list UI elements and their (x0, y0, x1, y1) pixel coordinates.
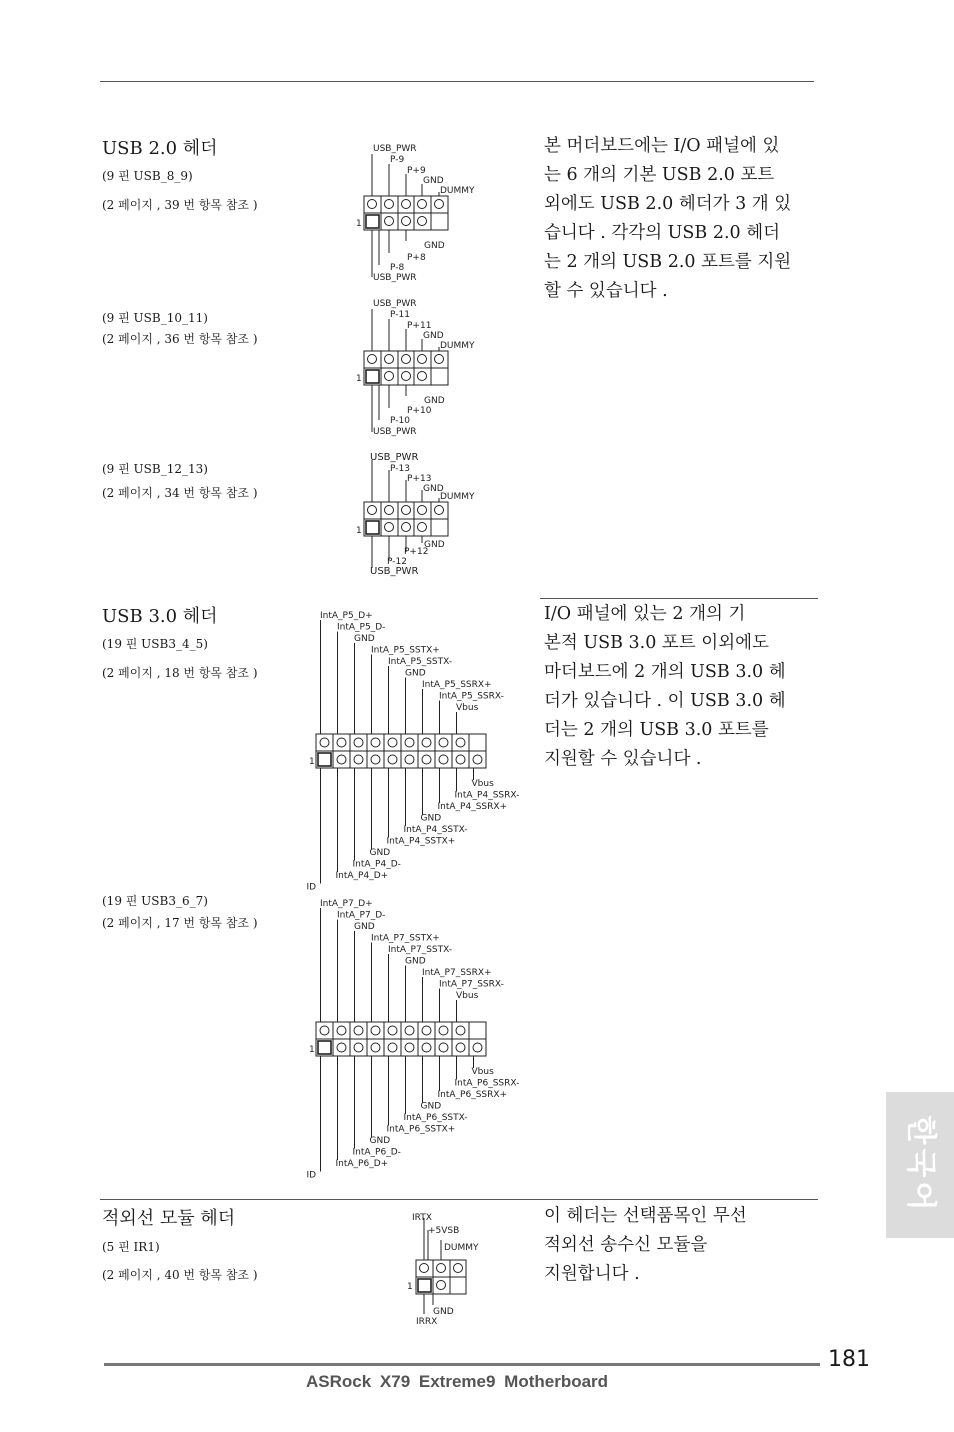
ir-header-diagram (400, 1206, 510, 1330)
usb30-bottom-label: IntA_P6_SSRX- (454, 1078, 520, 1089)
usb30-bottom-label: IntA_P6_SSTX- (403, 1113, 468, 1123)
footer-title: ASRock X79 Extreme9 Motherboard (306, 1372, 609, 1391)
ir-sub: (5 핀 IR1) (102, 1240, 160, 1254)
d2-bot-2: P-10 (390, 416, 410, 426)
usb30-bottom-label: IntA_P6_D+ (335, 1159, 389, 1169)
usb30-bottom-label: ID (306, 1170, 317, 1180)
d3-top-1: P-13 (390, 464, 410, 474)
d2-top-4: DUMMY (440, 341, 475, 351)
usb30-bottom-label: GND (420, 1101, 442, 1112)
usb20-ref1: (2 페이지 , 39 번 항목 참조 ) (102, 198, 258, 212)
d2-top-2: P+11 (407, 321, 432, 331)
d2-bot-3: USB_PWR (373, 427, 417, 437)
usb30-top-label: IntA_P5_SSRX+ (422, 680, 492, 690)
usb30-ref2: (2 페이지 , 17 번 항목 참조 ) (102, 916, 258, 930)
usb30-top-label: Vbus (456, 703, 479, 713)
d1-bot-0: GND (424, 241, 445, 251)
usb30-bottom-label: IntA_P4_SSTX+ (386, 836, 456, 847)
usb30-top-label: GND (405, 956, 426, 967)
usb30-bottom-label: IntA_P6_D- (352, 1147, 401, 1158)
usb30-pin1: 1 (309, 1045, 315, 1055)
language-tab-label: 한국어 (903, 1115, 938, 1215)
usb30-sub1: (19 핀 USB3_4_5) (102, 637, 208, 651)
usb30-description: I/O 패널에 있는 2 개의 기 본적 USB 3.0 포트 이외에도 마더보드에 2 개의 USB 3.0 헤 더가 있습니다 . 이 USB 3.0 헤 더는 2 개의 USB 3.0 포트를 지원할 수 있습니다 . (544, 604, 786, 769)
usb30-bottom-label: Vbus (471, 1067, 494, 1077)
usb20-header-diagram-1 (350, 140, 490, 285)
usb30-top-label: IntA_P7_SSRX- (439, 979, 504, 990)
usb20-title: USB 2.0 헤더 (102, 138, 218, 159)
usb30-bottom-label: ID (306, 882, 317, 892)
usb30-top-label: GND (405, 668, 426, 679)
usb30-top-label: IntA_P7_SSRX+ (422, 968, 492, 978)
d1-pin1: 1 (356, 219, 362, 229)
d2-bot-0: GND (424, 396, 445, 406)
usb20-sub2: (9 핀 USB_10_11) (102, 311, 208, 325)
d3-bot-0: GND (424, 540, 445, 550)
d1-top-1: P-9 (390, 155, 405, 165)
usb30-section-rule (540, 598, 818, 599)
ir-section-rule (100, 1199, 818, 1200)
usb30-pin1: 1 (309, 757, 315, 767)
usb30-bottom-label: IntA_P6_SSTX+ (386, 1124, 456, 1135)
page-number: 181 (828, 1347, 870, 1372)
usb30-top-label: IntA_P7_SSTX+ (371, 933, 440, 944)
usb30-header-diagram-1 (306, 606, 546, 892)
ir-top-0: IRTX (412, 1213, 432, 1223)
usb30-bottom-label: GND (420, 813, 442, 824)
usb20-sub3: (9 핀 USB_12_13) (102, 462, 208, 476)
d1-top-2: P+9 (407, 166, 426, 176)
d3-top-2: P+13 (407, 474, 432, 484)
usb20-sub1: (9 핀 USB_8_9) (102, 169, 193, 183)
language-tab (886, 1092, 954, 1238)
d2-top-1: P-11 (390, 310, 410, 320)
usb30-bottom-label: IntA_P4_SSTX- (403, 825, 468, 835)
usb30-header-diagram-2 (306, 894, 546, 1180)
usb30-top-label: IntA_P5_D+ (320, 611, 373, 621)
d1-bot-1: P+8 (407, 253, 426, 263)
usb30-bottom-label: Vbus (471, 779, 494, 789)
ir-bot-0: GND (433, 1307, 454, 1317)
d1-top-4: DUMMY (440, 186, 475, 196)
usb30-top-label: GND (354, 922, 375, 932)
usb30-top-label: IntA_P5_SSRX- (439, 691, 504, 702)
ir-top-1: +5VSB (428, 1226, 460, 1236)
usb20-ref3: (2 페이지 , 34 번 항목 참조 ) (102, 486, 258, 500)
usb30-bottom-label: GND (369, 848, 391, 858)
d1-top-3: GND (423, 176, 444, 186)
usb30-bottom-label: IntA_P4_D+ (335, 871, 389, 881)
d3-pin1: 1 (356, 526, 362, 536)
d3-bot-3: USB_PWR (370, 566, 419, 577)
usb30-bottom-label: IntA_P6_SSRX+ (437, 1090, 508, 1100)
ir-pin1: 1 (407, 1282, 413, 1292)
usb30-top-label: IntA_P5_SSTX- (388, 657, 453, 667)
ir-ref: (2 페이지 , 40 번 항목 참조 ) (102, 1268, 258, 1282)
d3-top-3: GND (423, 484, 444, 494)
usb30-top-label: IntA_P5_SSTX+ (371, 645, 440, 656)
d1-bot-2: P-8 (390, 263, 405, 273)
top-rule (100, 81, 814, 82)
usb30-bottom-label: IntA_P4_SSRX+ (437, 802, 508, 812)
usb20-header-diagram-2 (350, 295, 490, 440)
usb30-ref1: (2 페이지 , 18 번 항목 참조 ) (102, 666, 258, 680)
d2-pin1: 1 (356, 374, 362, 384)
ir-top-2: DUMMY (444, 1243, 479, 1253)
footer-rule (104, 1363, 820, 1366)
d1-bot-3: USB_PWR (373, 273, 417, 283)
d3-bot-1: P+12 (404, 547, 429, 557)
d2-top-0: USB_PWR (373, 299, 417, 309)
ir-bot-1: IRRX (416, 1317, 438, 1327)
usb30-top-label: IntA_P7_D- (337, 910, 386, 921)
usb30-bottom-label: IntA_P4_SSRX- (454, 790, 520, 801)
usb30-sub2: (19 핀 USB3_6_7) (102, 894, 208, 908)
usb30-top-label: IntA_P7_D+ (320, 899, 373, 909)
d1-top-0: USB_PWR (373, 144, 417, 154)
usb20-ref2: (2 페이지 , 36 번 항목 참조 ) (102, 332, 258, 346)
d3-top-0: USB_PWR (370, 452, 419, 463)
usb30-bottom-label: GND (369, 1136, 391, 1146)
usb20-header-diagram-3 (350, 448, 490, 578)
usb30-top-label: IntA_P7_SSTX- (388, 945, 453, 955)
d3-bot-2: P-12 (387, 557, 407, 567)
usb30-top-label: IntA_P5_D- (337, 622, 386, 633)
d3-top-4: DUMMY (440, 492, 475, 502)
usb30-bottom-label: IntA_P4_D- (352, 859, 401, 870)
usb30-top-label: Vbus (456, 991, 479, 1001)
usb30-title: USB 3.0 헤더 (102, 606, 218, 627)
usb20-description: 본 머더보드에는 I/O 패널에 있 는 6 개의 기본 USB 2.0 포트 외에도 USB 2.0 헤더가 3 개 있 습니다 . 각각의 USB 2.0 헤더 는 2 개의 USB 2.0 포트를 지원 할 수 있습니다 . (544, 136, 792, 301)
usb30-top-label: GND (354, 634, 375, 644)
ir-description: 이 헤더는 선택품목인 무선 적외선 송수신 모듈을 지원합니다 . (544, 1206, 747, 1284)
ir-title: 적외선 모듈 헤더 (102, 1208, 236, 1229)
d2-bot-1: P+10 (407, 406, 432, 416)
d2-top-3: GND (423, 331, 444, 341)
